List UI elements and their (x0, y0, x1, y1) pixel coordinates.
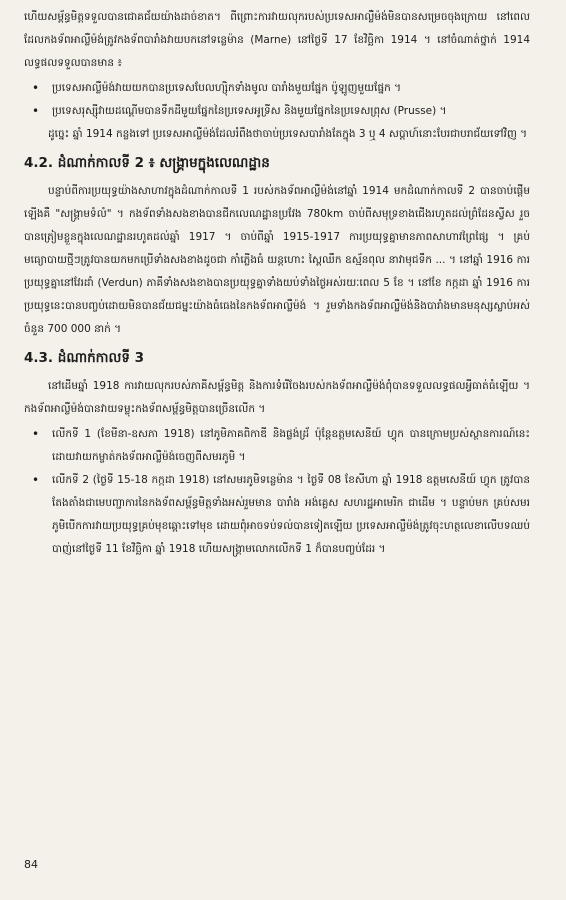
paragraph-trench-war: បន្ទាប់ពីការប្រយុទ្ធយ៉ាងសាហាវក្នុងដំណាក់កាលទី 1 របស់កងទ័ពអាល្លឺម៉ង់នៅឆ្នាំ 1914 មកដំណាក់កាលទី 2 បានចាប់ផ្តើមឡើងគឺ "សង្គ្រាមទំលំ" ។ កងទ័ពទាំងសងខាងបានជីកលេណដ្ឋានប្រវែង 780km ចាប់ពីសមុទ្រខាងជើងរហូតដល់ព្រំដែនស្វីស រួចបានត្រៀមខ្លួនក្នុងលេណដ្ឋានរហូតដល់ឆ្នាំ 1917 ។ ចាប់ពីឆ្នាំ 1915-1917 ការប្រយុទ្ធគ្នាមានភាពសាហាវព្រៃផ្សៃ ។ គ្រប់មធ្យោបាយថ្មីៗត្រូវបានយកមកប្រើទាំងសងខាងដូចជា កាំភ្លើងធំ យន្តហោះ ស្ពៃឈឹក ឧស្ម័នពុល នាវាមុជទឹក ... ។ នៅឆ្នាំ 1916 ការប្រយុទ្ធគ្នានៅវែរដាំ (Verdun) ភាគីទាំងសងខាងបានប្រយុទ្ធគ្នាទាំងយប់ទាំងថ្ងៃអស់រយៈពេល 5 ខែ ។ នៅខែ កក្កដា ឆ្នាំ 1916 ការប្រយុទ្ធនេះបានបញ្ចប់ដោយមិនបានជ័យជម្នះយ៉ាងធំធេងនៃកងទ័ពអាល្លឺម៉ង់ ។ រួមទាំងកងទ័ពអាល្លឺម៉ង់និងបារាំងមានមនុស្សស្លាប់អស់ចំនួន 700 000 នាក់ ។ (24, 185, 530, 335)
bullet-text: ប្រទេសរុស្ស៊ីវាយដណ្តើមបានទឹកដីមួយផ្នែកនៃប្រទេសអូទ្រីស និងមួយផ្នែកនៃប្រទេសព្រុស (Prusse) ។ (52, 105, 447, 117)
bullet-item (24, 423, 530, 469)
paragraph-phase-3: នៅដើមឆ្នាំ 1918 ការវាយលុករបស់ភាគីសម្ព័ន្ធមិត្ត និងការទំរើចែងរបស់កងទ័ពអាល្លឺម៉ង់ពុំបានទទួលលទ្ធផលអ្វីធាត់ធំឡើយ ។ កងទ័ពអាល្លឺម៉ង់បានវាយទម្លុះកងទ័ពសម្ព័ន្ធមិត្តបានច្រើនលើក ។ (24, 380, 530, 415)
page-number: 84 (24, 858, 38, 871)
bullet-item (24, 469, 530, 561)
bullet-text: លើកទី 2 (ថ្ងៃទី 15-18 កក្កដា 1918) នៅសមរភូមិទន្លេម៉ាន ។ ថ្ងៃទី 08 ខែសីហា ឆ្នាំ 1918 ឧត្តមសេនីយ៍ ហ្វុក ត្រូវបានតែងតាំងជាមេបញ្ជាការនៃកងទ័ពសម្ព័ន្ធមិត្តទាំងអស់រួមមាន បារាំង អង់គ្លេស សហរដ្ឋអាមេរិក ជាដើម ។ បន្ទាប់មក គ្រប់សមរភូមិបើកការវាយប្រយុទ្ធគ្រប់មុខឆ្ពោះទៅមុខ ដោយពុំអាចទប់ទល់បានទៀតឡើយ ប្រទេសអាល្លឺម៉ង់ត្រូវចុះហត្ថលេខាលើបទឈប់បាញ់នៅថ្ងៃទី 11 ខែវិច្ឆិកា ឆ្នាំ 1918 ហើយសង្គ្រាមលោកលើកទី 1 ក៏បានបញ្ចប់ដែរ ។ (52, 474, 530, 555)
bullet-item (24, 100, 530, 123)
section-heading-4-2: 4.2. ដំណាក់កាលទី 2 ៖ សង្គ្រាមក្នុងលេណដ្ឋាន (24, 155, 270, 171)
bullet-icon: • (32, 473, 40, 487)
bullet-text: លើកទី 1 (ខែមីនា-ឧសភា 1918) នៅភូមិភាគពិកាឌី និងផ្លង់ដ្រ័ ប៉ុន្តែឧត្តមសេនីយ៍ ហ្វុក បានក្រោមប្រស់ស្ថានការណ៍នេះដោយវាយកម្ចាត់កងទ័ពអាល្លឺម៉ង់ចេញពីសមរភូមិ ។ (52, 428, 530, 463)
bullet-list-offensives (24, 423, 530, 561)
bullet-icon: • (32, 427, 40, 441)
bullet-icon: • (32, 104, 40, 118)
paragraph-intro: ហើយសម្ព័ន្ធមិត្តទទួលបានជោគជ័យយ៉ាងដាច់ខាត។ ពីព្រោះការវាយលុករបស់ប្រទេសអាល្លឺម៉ង់មិនបានសម្រេចចុងក្រោយ នៅពេលដែលកងទ័ពអាល្លឺម៉ង់ត្រូវកងទ័ពបារាំងវាយបកនៅទន្លេម៉ាន (Marne) នៅថ្ងៃទី 17 ខែវិច្ឆិកា 1914 ។ នៅចំណាត់ថ្នាក់ 1914 លទ្ធផលទទួលបានមាន ៖ (24, 11, 530, 69)
bullet-text: ប្រទេសអាល្លឺម៉ង់វាយយកបានប្រទេសបែលហ្ស៊ិកទាំងមូល បារាំងមួយផ្នែក ប៉ូឡូញមួយផ្នែក ។ (52, 82, 402, 94)
paragraph-conclusion-1914: ដូច្នេះ ឆ្នាំ 1914 កន្លងទៅ ប្រទេសអាល្លឺម៉ង់ដែលរំពឹងថាចាប់ប្រទេសបារាំងតែក្នុង 3 ឬ 4 សប្តាហ៍នោះបែរជាបរាជ័យទៅវិញ ។ (48, 128, 528, 140)
bullet-list-1914-results (24, 77, 530, 123)
section-heading-4-3: 4.3. ដំណាក់កាលទី 3 (24, 350, 145, 366)
bullet-item (24, 77, 530, 100)
bullet-icon: • (32, 81, 40, 95)
